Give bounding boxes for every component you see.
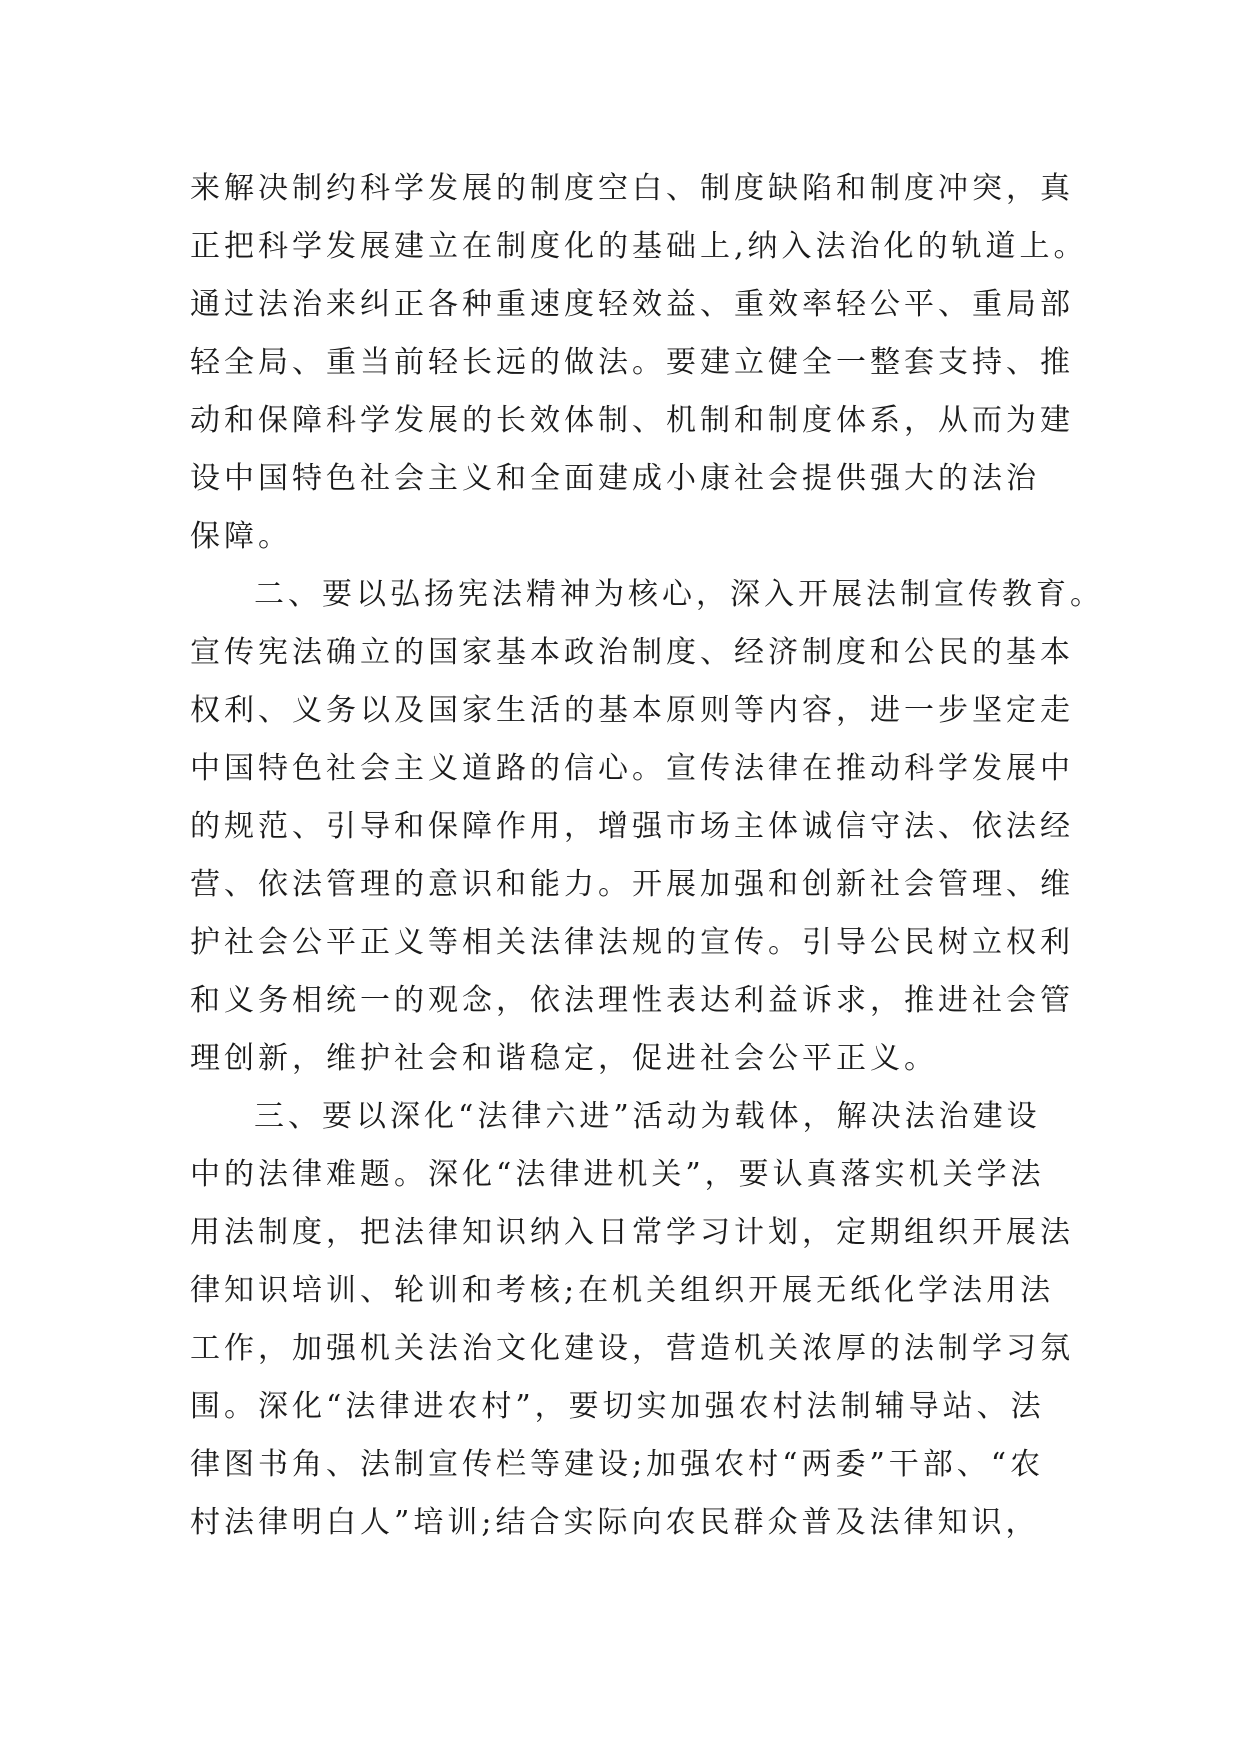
text-line: 保障。: [190, 519, 292, 554]
text-line: 宣传宪法确立的国家基本政治制度、经济制度和公民的基本: [190, 635, 1074, 670]
text-line: 律知识培训、轮训和考核;在机关组织开展无纸化学法用法: [190, 1273, 1055, 1308]
text-line: 工作，加强机关法治文化建设，营造机关浓厚的法制学习氛: [190, 1331, 1074, 1366]
text-line: 用法制度，把法律知识纳入日常学习计划，定期组织开展法: [190, 1215, 1074, 1250]
text-line: 和义务相统一的观念，依法理性表达利益诉求，推进社会管: [190, 983, 1074, 1018]
text-line: 中国特色社会主义道路的信心。宣传法律在推动科学发展中: [190, 751, 1074, 786]
text-line: 设中国特色社会主义和全面建成小康社会提供强大的法治: [190, 461, 1040, 496]
text-line: 中的法律难题。深化“法律进机关”，要认真落实机关学法: [190, 1157, 1045, 1192]
text-line: 村法律明白人”培训;结合实际向农民群众普及法律知识，: [190, 1505, 1040, 1540]
text-line: 理创新，维护社会和谐稳定，促进社会公平正义。: [190, 1041, 938, 1076]
text-line: 权利、义务以及国家生活的基本原则等内容，进一步坚定走: [190, 693, 1074, 728]
text-line: 动和保障科学发展的长效体制、机制和制度体系，从而为建: [190, 403, 1074, 438]
text-line: 三、要以深化“法律六进”活动为载体，解决法治建设: [254, 1099, 1041, 1134]
text-line: 二、要以弘扬宪法精神为核心，深入开展法制宣传教育。: [254, 577, 1104, 612]
document-body: [190, 160, 1104, 1552]
text-line: 来解决制约科学发展的制度空白、制度缺陷和制度冲突，真: [190, 171, 1074, 206]
text-line: 正把科学发展建立在制度化的基础上,纳入法治化的轨道上。: [190, 229, 1088, 264]
text-line: 轻全局、重当前轻长远的做法。要建立健全一整套支持、推: [190, 345, 1074, 380]
text-line: 围。深化“法律进农村”，要切实加强农村法制辅导站、法: [190, 1389, 1045, 1424]
text-line: 营、依法管理的意识和能力。开展加强和创新社会管理、维: [190, 867, 1074, 902]
text-line: 律图书角、法制宣传栏等建设;加强农村“两委”干部、“农: [190, 1447, 1045, 1482]
text-line: 护社会公平正义等相关法律法规的宣传。引导公民树立权利: [190, 925, 1074, 960]
text-line: 通过法治来纠正各种重速度轻效益、重效率轻公平、重局部: [190, 287, 1074, 322]
text-line: 的规范、引导和保障作用，增强市场主体诚信守法、依法经: [190, 809, 1074, 844]
